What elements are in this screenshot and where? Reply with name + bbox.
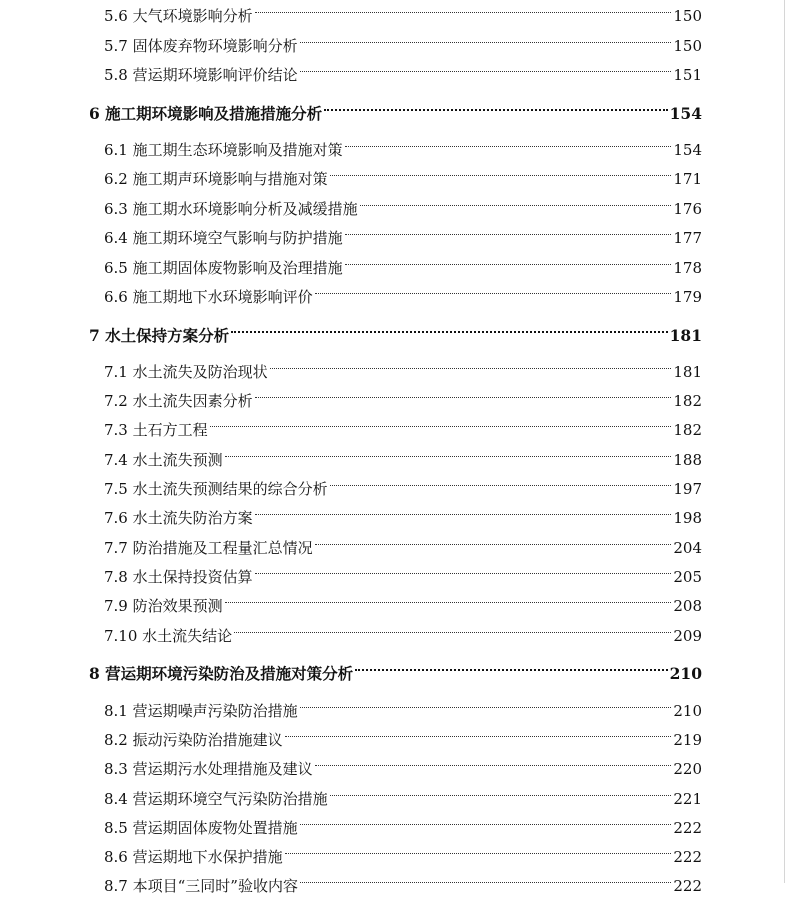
toc-page-number: 210 — [669, 664, 702, 683]
toc-dot-leader — [270, 342, 672, 369]
toc-page-number: 209 — [673, 627, 702, 645]
toc-page-number: 177 — [673, 229, 702, 247]
toc-dot-leader — [234, 606, 671, 633]
toc-entry-title: 6.4 施工期环境空气影响与防护措施 — [104, 229, 343, 247]
toc-dot-leader — [225, 430, 672, 457]
toc-dot-leader — [255, 0, 672, 13]
toc-entry-title: 8.5 营运期固体废物处置措施 — [104, 819, 298, 837]
toc-dot-leader — [330, 769, 672, 796]
toc-dot-leader — [345, 120, 672, 147]
toc-dot-leader — [315, 739, 672, 766]
toc-entry-title: 5.8 营运期环境影响评价结论 — [104, 66, 298, 84]
toc-entry-title: 8.3 营运期污水处理措施及建议 — [104, 760, 313, 778]
toc-page-number: 198 — [673, 509, 702, 527]
toc-dot-leader — [300, 798, 672, 825]
toc-entry-title: 7.4 水土流失预测 — [104, 451, 223, 469]
toc-dot-leader — [345, 208, 672, 235]
toc-page-number: 219 — [673, 731, 702, 749]
toc-entry-title: 7.6 水土流失防治方案 — [104, 509, 253, 527]
toc-chapter-entry[interactable] — [89, 651, 702, 683]
toc-entry-title: 7.10 水土流失结论 — [104, 627, 233, 645]
toc-page-number: 222 — [673, 848, 702, 866]
toc-entry-title: 7.5 水土流失预测结果的综合分析 — [104, 480, 328, 498]
toc-page-number: 221 — [673, 790, 702, 808]
toc-entry-title: 8.1 营运期噪声污染防治措施 — [104, 702, 298, 720]
page-edge-divider — [784, 0, 785, 883]
toc-dot-leader — [345, 238, 672, 265]
toc-dot-leader — [300, 681, 672, 708]
toc-page-number: 154 — [673, 141, 702, 159]
toc-chapter-entry[interactable] — [89, 313, 702, 345]
toc-entry-title: 6.2 施工期声环境影响与措施对策 — [104, 170, 328, 188]
toc-page-number: 208 — [673, 597, 702, 615]
toc-section-entry[interactable] — [104, 53, 702, 84]
toc-page-number: 179 — [673, 288, 702, 306]
toc-dot-leader — [330, 459, 672, 486]
toc-page-number: 181 — [669, 326, 702, 345]
toc-dot-leader — [255, 371, 672, 398]
toc-page-number: 150 — [673, 37, 702, 55]
toc-page-number: 178 — [673, 259, 702, 277]
toc-section-entry[interactable] — [104, 614, 702, 645]
toc-dot-leader — [324, 83, 667, 111]
toc-entry-title: 5.7 固体废弃物环境影响分析 — [104, 37, 298, 55]
toc-entry-title: 8 营运期环境污染防治及措施对策分析 — [89, 664, 354, 683]
toc-dot-leader — [330, 149, 672, 176]
toc-entry-title: 7.3 土石方工程 — [104, 421, 208, 439]
toc-entry-title: 8.4 营运期环境空气污染防治措施 — [104, 790, 328, 808]
toc-entry-title: 6.5 施工期固体废物影响及治理措施 — [104, 259, 343, 277]
toc-dot-leader — [210, 400, 672, 427]
toc-section-entry[interactable] — [104, 275, 702, 306]
toc-entry-title: 8.7 本项目“三同时”验收内容 — [104, 877, 298, 895]
toc-page-number: 182 — [673, 421, 702, 439]
toc-entry-title: 8.2 振动污染防治措施建议 — [104, 731, 283, 749]
toc-dot-leader — [355, 643, 667, 671]
toc-dot-leader — [285, 827, 672, 854]
toc-page-number: 210 — [673, 702, 702, 720]
toc-dot-leader — [315, 518, 672, 545]
toc-dot-leader — [300, 16, 672, 43]
toc-section-entry[interactable] — [104, 864, 702, 895]
toc-entry-title: 7.2 水土流失因素分析 — [104, 392, 253, 410]
toc-entry-title: 6.1 施工期生态环境影响及措施对策 — [104, 141, 343, 159]
toc-page-number: 154 — [669, 104, 702, 123]
toc-page-number: 222 — [673, 819, 702, 837]
toc-page-number: 197 — [673, 480, 702, 498]
toc-dot-leader — [255, 488, 672, 515]
toc-entry-title: 6.6 施工期地下水环境影响评价 — [104, 288, 313, 306]
toc-page-number: 204 — [673, 539, 702, 557]
toc-dot-leader — [255, 547, 672, 574]
toc-page-number: 171 — [673, 170, 702, 188]
toc-entry-title: 6.3 施工期水环境影响分析及减缓措施 — [104, 200, 358, 218]
toc-entry-title: 5.6 大气环境影响分析 — [104, 7, 253, 25]
toc-entry-title: 6 施工期环境影响及措施措施分析 — [89, 104, 323, 123]
toc-entry-title: 7 水土保持方案分析 — [89, 326, 230, 345]
toc-page-number: 176 — [673, 200, 702, 218]
toc-page-number: 188 — [673, 451, 702, 469]
toc-page-number: 220 — [673, 760, 702, 778]
toc-dot-leader — [315, 267, 672, 294]
toc-page-number: 150 — [673, 7, 702, 25]
toc-entry-title: 8.6 营运期地下水保护措施 — [104, 848, 283, 866]
toc-page-number: 222 — [673, 877, 702, 895]
toc-entry-title: 7.9 防治效果预测 — [104, 597, 223, 615]
toc-page-number: 182 — [673, 392, 702, 410]
toc-entry-title: 7.1 水土流失及防治现状 — [104, 363, 268, 381]
toc-page-number: 205 — [673, 568, 702, 586]
toc-page-number: 181 — [673, 363, 702, 381]
toc-dot-leader — [231, 305, 667, 333]
toc-chapter-entry[interactable] — [89, 91, 702, 123]
toc-dot-leader — [300, 45, 672, 72]
toc-dot-leader — [300, 856, 671, 883]
toc-entry-title: 7.7 防治措施及工程量汇总情况 — [104, 539, 313, 557]
toc-entry-title: 7.8 水土保持投资估算 — [104, 568, 253, 586]
toc-dot-leader — [225, 576, 672, 603]
toc-dot-leader — [360, 179, 672, 206]
toc-dot-leader — [285, 710, 672, 737]
toc-page-number: 151 — [673, 66, 702, 84]
